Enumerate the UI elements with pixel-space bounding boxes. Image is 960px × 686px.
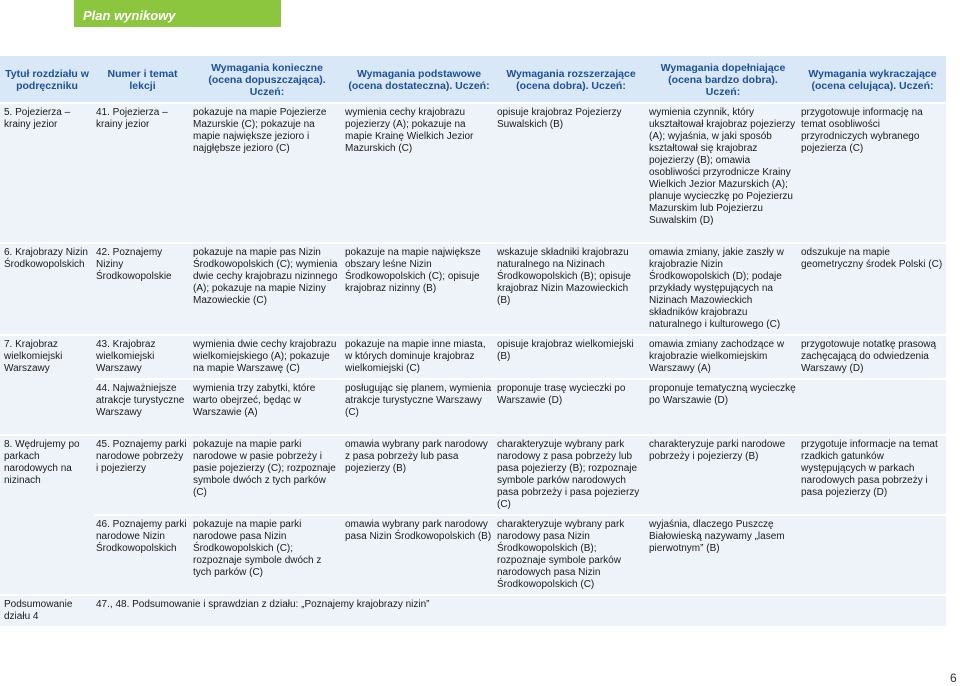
banner-title: Plan wynikowy xyxy=(83,8,176,23)
wykraczajace-cell: przygotowuje notatkę prasową zachęcającą do odwiedzenia Warszawy (D) xyxy=(799,336,946,378)
lesson-cell: 41. Pojezierza – krainy jezior xyxy=(94,104,191,242)
podstawowe-cell: wymienia cechy krajobrazu pojezierzy (A); pokazuje na mapie Krainę Wielkich Jezior Mazurskich (C) xyxy=(343,104,495,242)
chapter-cell: 6. Krajobrazy Nizin Środkowopolskich xyxy=(0,244,94,334)
konieczne-cell: pokazuje na mapie parki narodowe pasa Nizin Środkowopolskich (C); rozpoznaje symbole dwóch z tych parków (C) xyxy=(191,516,343,594)
table-row xyxy=(0,104,946,242)
table-row xyxy=(0,436,946,514)
konieczne-cell: wymienia trzy zabytki, które warto obejrzeć, będąc w Warszawie (A) xyxy=(191,380,343,434)
dopelniajace-cell: omawia zmiany, jakie zaszły w krajobrazie Nizin Środkowopolskich (D); podaje przykłady występujących na Nizinach Mazowieckich składników krajobrazu naturalnego i kulturowego (C) xyxy=(647,244,799,334)
summary-chapter-cell: Podsumowanie działu 4 xyxy=(0,596,94,626)
dopelniajace-cell: wyjaśnia, dlaczego Puszczę Białowieską nazywamy „lasem pierwotnym” (B) xyxy=(647,516,799,594)
podstawowe-cell: posługując się planem, wymienia atrakcje turystyczne Warszawy (C) xyxy=(343,380,495,434)
chapter-cell: 7. Krajobraz wielkomiejski Warszawy xyxy=(0,336,94,434)
wykraczajace-cell xyxy=(799,516,946,594)
header-lesson: Numer i temat lekcji xyxy=(94,56,191,102)
plan-banner xyxy=(74,0,281,27)
chapter-cell: 8. Wędrujemy po parkach narodowych na nizinach xyxy=(0,436,94,594)
table-row xyxy=(0,516,946,594)
header-wykraczajace: Wymagania wykraczające (ocena celująca). Uczeń: xyxy=(799,56,946,102)
page-number: 6 xyxy=(950,671,957,685)
table-row xyxy=(0,244,946,334)
dopelniajace-cell: charakteryzuje parki narodowe pobrzeży i pojezierzy (B) xyxy=(647,436,799,514)
requirements-table xyxy=(0,54,946,628)
lesson-cell: 42. Poznajemy Niziny Środkowopolskie xyxy=(94,244,191,334)
lesson-cell: 43. Krajobraz wielkomiejski Warszawy xyxy=(94,336,191,378)
konieczne-cell: pokazuje na mapie pas Nizin Środkowopolskich (C); wymienia dwie cechy krajobrazu nizinnego (A); pokazuje na mapie Niziny Mazowieckie (C) xyxy=(191,244,343,334)
podstawowe-cell: omawia wybrany park narodowy z pasa pobrzeży lub pasa pojezierzy (B) xyxy=(343,436,495,514)
konieczne-cell: wymienia dwie cechy krajobrazu wielkomiejskiego (A); pokazuje na mapie Warszawę (C) xyxy=(191,336,343,378)
wykraczajace-cell: odszukuje na mapie geometryczny środek Polski (C) xyxy=(799,244,946,334)
podstawowe-cell: pokazuje na mapie inne miasta, w których dominuje krajobraz wielkomiejski (C) xyxy=(343,336,495,378)
dopelniajace-cell: wymienia czynnik, który ukształtował krajobraz pojezierzy (A); wyjaśnia, w jaki sposób kształtował się krajobraz pojezierzy (B); omawia osobliwości przyrodnicze Krainy Wielkich Jezior Mazurskich (A); planuje wycieczkę po Pojezierzu Mazurskim lub Pojezierzu Suwalskim (D) xyxy=(647,104,799,242)
rozszerzajace-cell: charakteryzuje wybrany park narodowy pasa Nizin Środkowopolskich (B); rozpoznaje symbole parków narodowych pasa Nizin Środkowopolskich (C) xyxy=(495,516,647,594)
header-konieczne: Wymagania konieczne (ocena dopuszczająca). Uczeń: xyxy=(191,56,343,102)
lesson-cell: 45. Poznajemy parki narodowe pobrzeży i pojezierzy xyxy=(94,436,191,514)
header-chapter: Tytuł rozdziału w podręczniku xyxy=(0,56,94,102)
konieczne-cell: pokazuje na mapie parki narodowe w pasie pobrzeży i pasie pojezierzy (C); rozpoznaje symbole dwóch z tych parków (C) xyxy=(191,436,343,514)
summary-row xyxy=(0,596,946,626)
dopelniajace-cell: proponuje tematyczną wycieczkę po Warszawie (D) xyxy=(647,380,799,434)
wykraczajace-cell xyxy=(799,380,946,434)
podstawowe-cell: omawia wybrany park narodowy pasa Nizin Środkowopolskich (B) xyxy=(343,516,495,594)
rozszerzajace-cell: proponuje trasę wycieczki po Warszawie (D) xyxy=(495,380,647,434)
header-rozszerzajace: Wymagania rozszerzające (ocena dobra). Uczeń: xyxy=(495,56,647,102)
wykraczajace-cell: przygotuje informacje na temat rzadkich gatunków występujących w parkach narodowych pasa pobrzeży i pasa pojezierzy (D) xyxy=(799,436,946,514)
table-row xyxy=(0,380,946,434)
rozszerzajace-cell: opisuje krajobraz Pojezierzy Suwalskich (B) xyxy=(495,104,647,242)
rozszerzajace-cell: charakteryzuje wybrany park narodowy z pasa pobrzeży lub pasa pojezierzy (B); rozpoznaje symbole parków narodowych pasa pobrzeży i pasa pojezierzy (C) xyxy=(495,436,647,514)
dopelniajace-cell: omawia zmiany zachodzące w krajobrazie wielkomiejskim Warszawy (A) xyxy=(647,336,799,378)
header-row xyxy=(0,56,946,102)
header-dopelniajace: Wymagania dopełniające (ocena bardzo dobra). Uczeń: xyxy=(647,56,799,102)
chapter-cell: 5. Pojezierza – krainy jezior xyxy=(0,104,94,242)
summary-text-cell: 47., 48. Podsumowanie i sprawdzian z działu: „Poznajemy krajobrazy nizin” xyxy=(94,596,946,626)
table-row xyxy=(0,336,946,378)
lesson-cell: 46. Poznajemy parki narodowe Nizin Środkowopolskich xyxy=(94,516,191,594)
header-podstawowe: Wymagania podstawowe (ocena dostateczna). Uczeń: xyxy=(343,56,495,102)
konieczne-cell: pokazuje na mapie Pojezierze Mazurskie (C); pokazuje na mapie największe jezioro i najgłębsze jezioro (C) xyxy=(191,104,343,242)
rozszerzajace-cell: opisuje krajobraz wielkomiejski (B) xyxy=(495,336,647,378)
podstawowe-cell: pokazuje na mapie największe obszary leśne Nizin Środkowopolskich (C); opisuje krajobraz nizinny (B) xyxy=(343,244,495,334)
wykraczajace-cell: przygotowuje informację na temat osobliwości przyrodniczych wybranego pojezierza (C) xyxy=(799,104,946,242)
lesson-cell: 44. Najważniejsze atrakcje turystyczne Warszawy xyxy=(94,380,191,434)
rozszerzajace-cell: wskazuje składniki krajobrazu naturalnego na Nizinach Środkowopolskich (B); opisuje krajobraz Nizin Mazowieckich (B) xyxy=(495,244,647,334)
